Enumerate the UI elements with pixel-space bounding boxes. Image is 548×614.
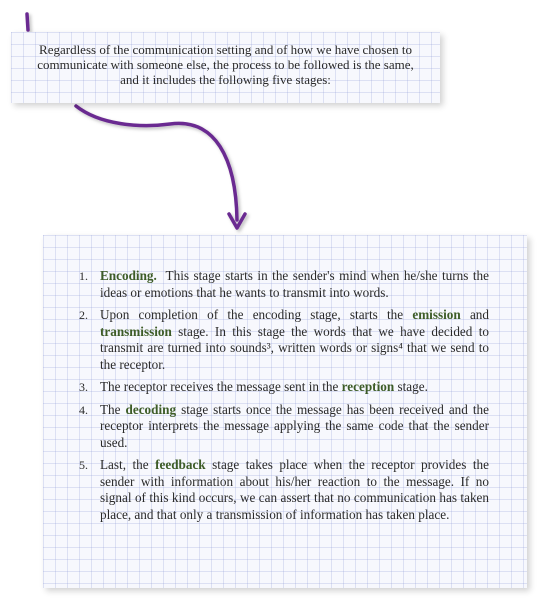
stage-item (79, 268, 493, 301)
stage-number: 5. (79, 458, 88, 472)
stage-text: stage starts once the message has been received and the receptor interprets the message applying the same code that the sender used. (100, 401, 493, 450)
stage-number: 1. (79, 269, 88, 283)
stage-text: Last, the (100, 457, 156, 472)
intro-text: Regardless of the communication setting and of how we have chosen to communicate with someone else, the process to be followed is the same, and it includes the following five stages: (37, 42, 414, 87)
stage-list (79, 268, 493, 523)
stage-item (79, 379, 489, 396)
stage-text: and (460, 307, 493, 322)
stage-text: stage takes place when the receptor provides the sender with information about his/her reaction to the message. If no signal of this kind occurs, we can assert that no communication has taken place, and that only a transmission of information has taken place. (100, 457, 493, 522)
stage-number: 4. (79, 402, 88, 417)
stage-number: 3. (79, 380, 88, 394)
stages-card (43, 235, 527, 588)
stage-text: The receptor receives the message sent in the (100, 379, 342, 394)
stage-text: stage. In this stage the words that we have decided to transmit are turned into sounds³, written words or signs⁴ that we send to the receptor. (100, 323, 493, 372)
stage-keyword: feedback (155, 457, 206, 472)
stage-item (79, 307, 493, 373)
stage-text: This stage starts in the sender's mind when he/she turns the ideas or emotions that he wants to transmit into words. (100, 268, 493, 300)
stage-keyword: transmission (100, 323, 172, 339)
stage-text: Upon completion of the encoding stage, starts the (100, 307, 413, 322)
stage-keyword: reception (341, 379, 395, 394)
stage-text: stage. (394, 379, 428, 394)
stage-text: The (100, 401, 126, 417)
stage-item (79, 401, 493, 452)
stage-number: 2. (79, 308, 88, 322)
stage-keyword: decoding (125, 401, 177, 417)
stage-keyword: Encoding. (100, 268, 157, 283)
stage-item (79, 457, 493, 523)
stage-keyword: emission (412, 307, 461, 322)
intro-card (11, 32, 440, 103)
